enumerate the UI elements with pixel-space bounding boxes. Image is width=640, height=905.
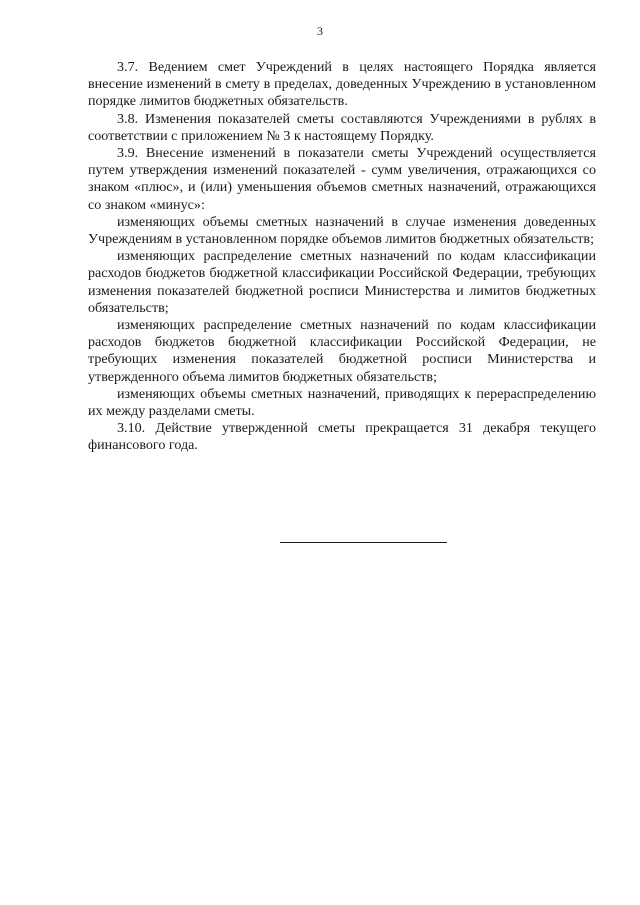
paragraph-3-9: 3.9. Внесение изменений в показатели сметы Учреждений осуществляется путем утверждения изменений показателей - сумм увеличения, отражающихся со знаком «плюс», и (или) уменьшения объемов сметных назначений, отражающихся со знаком «минус»: [88,145,596,213]
paragraph-3-8: 3.8. Изменения показателей сметы составляются Учреждениями в рублях в соответствии с приложением № 3 к настоящему Порядку. [88,110,596,144]
list-item-change-volume: изменяющих объемы сметных назначений в случае изменения доведенных Учреждениям в установленном порядке объемов лимитов бюджетных обязательств; [88,213,596,248]
end-divider [280,542,447,543]
paragraph-3-7: 3.7. Ведением смет Учреждений в целях настоящего Порядка является внесение изменений в смету в пределах, доведенных Учреждению в установленном порядке лимитов бюджетных обязательств. [88,59,596,110]
page-number: 3 [317,24,323,38]
list-item-change-distribution-requiring: изменяющих распределение сметных назначений по кодам классификации расходов бюджетов бюджетной классификации Российской Федерации, требующих изменения показателей бюджетной росписи Министерства и лимитов бюджетных обязательств; [88,248,596,316]
paragraph-3-10: 3.10. Действие утвержденной сметы прекращается 31 декабря текущего финансового года. [88,420,596,454]
list-item-change-distribution-not-requiring: изменяющих распределение сметных назначений по кодам классификации расходов бюджетов бюджетной классификации Российской Федерации, не требующих изменения показателей бюджетной росписи Министерства и утвержденного объема лимитов бюджетных обязательств; [88,317,596,385]
list-item-redistribution: изменяющих объемы сметных назначений, приводящих к перераспределению их между разделами сметы. [88,385,596,420]
document-body [88,59,596,455]
